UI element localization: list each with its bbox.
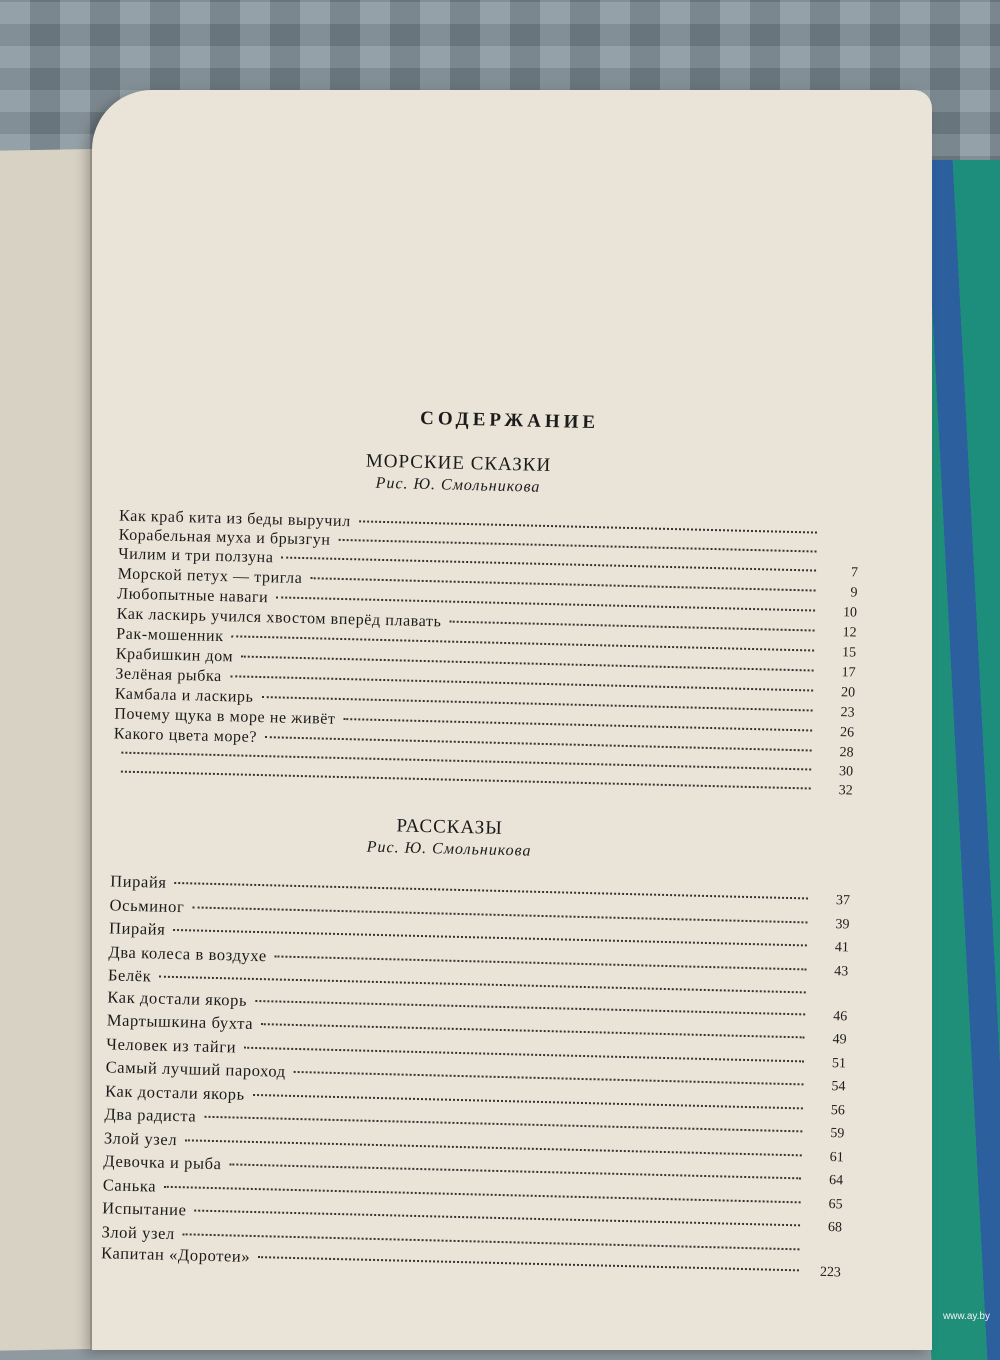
section-stories [79, 808, 920, 1286]
toc-entry-title: Как краб кита из беды выручил [118, 507, 351, 531]
toc-entry-page: 7 [850, 565, 859, 581]
section-entries [113, 507, 860, 801]
toc-entry-title: Как достали якорь [104, 1080, 246, 1104]
leader-dots [230, 1162, 802, 1179]
toc-entry-page: 39 [835, 916, 850, 932]
leader-dots [204, 1115, 802, 1133]
toc-entry-page: 28 [839, 745, 854, 761]
toc-entry-page: 223 [819, 1264, 842, 1281]
toc-entry-title: Два колеса в воздухе [108, 941, 268, 965]
leader-dots [244, 1045, 804, 1062]
toc-entry-page: 59 [830, 1126, 845, 1142]
toc-entry-title: Капитан «Доротеи» [100, 1243, 251, 1266]
toc-entry-page: 41 [834, 940, 850, 956]
toc-entry-title: Корабельная муха и брызгун [118, 526, 331, 549]
toc-entry-page [825, 538, 859, 539]
leader-dots [255, 998, 805, 1014]
toc-entry-title: Человек из тайги [106, 1033, 237, 1057]
toc-entry-page: 9 [850, 585, 858, 601]
toc-entry-title: Самый лучший пароход [105, 1057, 287, 1081]
toc-entry-title: Санька [102, 1174, 157, 1196]
section-title: РАССКАЗЫ [396, 815, 504, 839]
toc-entry-title: Рак-мошенник [116, 625, 224, 646]
toc-entry-title: Два радиста [104, 1104, 197, 1126]
section-illustrator: Рис. Ю. Смольникова [366, 838, 532, 860]
left-page-edge [0, 149, 93, 1351]
leader-dots [261, 1022, 805, 1038]
toc-entry-title: Любопытные наваги [117, 585, 269, 607]
toc-entry-page: 20 [840, 685, 856, 701]
toc-entry-page [824, 557, 858, 558]
toc-entry-title: Злой узел [103, 1127, 178, 1149]
toc-entry-title: Чилим и три ползуна [118, 545, 274, 567]
leader-dots [194, 1209, 800, 1227]
toc-entry-page: 23 [840, 705, 855, 721]
toc-entry-title: Пирайя [108, 918, 166, 939]
section-title: МОРСКИЕ СКАЗКИ [365, 450, 552, 477]
toc-entry-title: Крабишкин дом [115, 645, 234, 666]
leader-dots [275, 954, 807, 970]
leader-dots [294, 1070, 804, 1085]
leader-dots [338, 538, 816, 553]
toc-entry-title: Пирайя [110, 871, 167, 892]
leader-dots [344, 717, 813, 731]
toc-entry-page: 61 [829, 1149, 844, 1165]
toc-entry-page: 17 [841, 665, 856, 681]
toc-entry-title: Как достали якорь [107, 986, 248, 1010]
watermark: www.ay.by [942, 1311, 990, 1322]
toc-entry-title: Зелёная рыбка [115, 665, 223, 686]
toc-entry-page: 12 [842, 625, 857, 641]
section-entries [101, 870, 850, 1283]
toc-entry-title: Белёк [107, 965, 152, 986]
leader-dots [253, 1092, 803, 1108]
toc-entry-title: Мартышкина бухта [106, 1010, 254, 1033]
leader-dots [175, 881, 809, 899]
toc-entry-page: 43 [834, 963, 849, 979]
toc-entry-page: 65 [828, 1196, 843, 1212]
toc-entry-page [814, 998, 848, 999]
toc-entry-title: Испытание [102, 1198, 187, 1220]
toc-entry-title: Почему щука в море не живёт [114, 705, 336, 728]
section-illustrator: Рис. Ю. Смольникова [375, 474, 541, 496]
toc-entry-page: 15 [841, 645, 857, 661]
toc-entry-page: 26 [839, 725, 855, 741]
toc-entry-page: 68 [827, 1220, 843, 1236]
toc-title: СОДЕРЖАНИЕ [419, 407, 600, 434]
toc-entry-title: Камбала и ласкирь [114, 685, 254, 706]
toc-entry-page: 37 [835, 893, 851, 909]
table-of-contents [78, 400, 930, 1312]
toc-entry-title: Осьминог [109, 894, 185, 916]
toc-entry-page: 51 [831, 1055, 847, 1071]
toc-entry-page: 30 [838, 764, 854, 780]
toc-entry-page: 46 [832, 1008, 848, 1024]
leader-dots [258, 1255, 799, 1271]
toc-entry-page: 64 [828, 1173, 844, 1189]
toc-entry-page: 10 [842, 605, 858, 621]
toc-entry-title: Морской петух — тригла [117, 565, 303, 587]
leader-dots [449, 620, 814, 632]
leader-dots [359, 519, 817, 533]
toc-entry-title: Какого цвета море? [113, 725, 258, 746]
toc-entry-page: 54 [831, 1079, 846, 1095]
toc-entry-title: Девочка и рыба [103, 1151, 222, 1174]
toc-entry-page: 49 [832, 1032, 847, 1048]
toc-entry-title: Злой узел [101, 1221, 176, 1243]
toc-entry-page: 32 [838, 783, 853, 799]
toc-entry-title: Как ласкирь учился хвостом вперёд плавать [116, 605, 442, 631]
toc-entry-page [807, 1254, 841, 1255]
section-sea-tales [91, 444, 929, 802]
toc-entry-page: 56 [830, 1102, 846, 1118]
